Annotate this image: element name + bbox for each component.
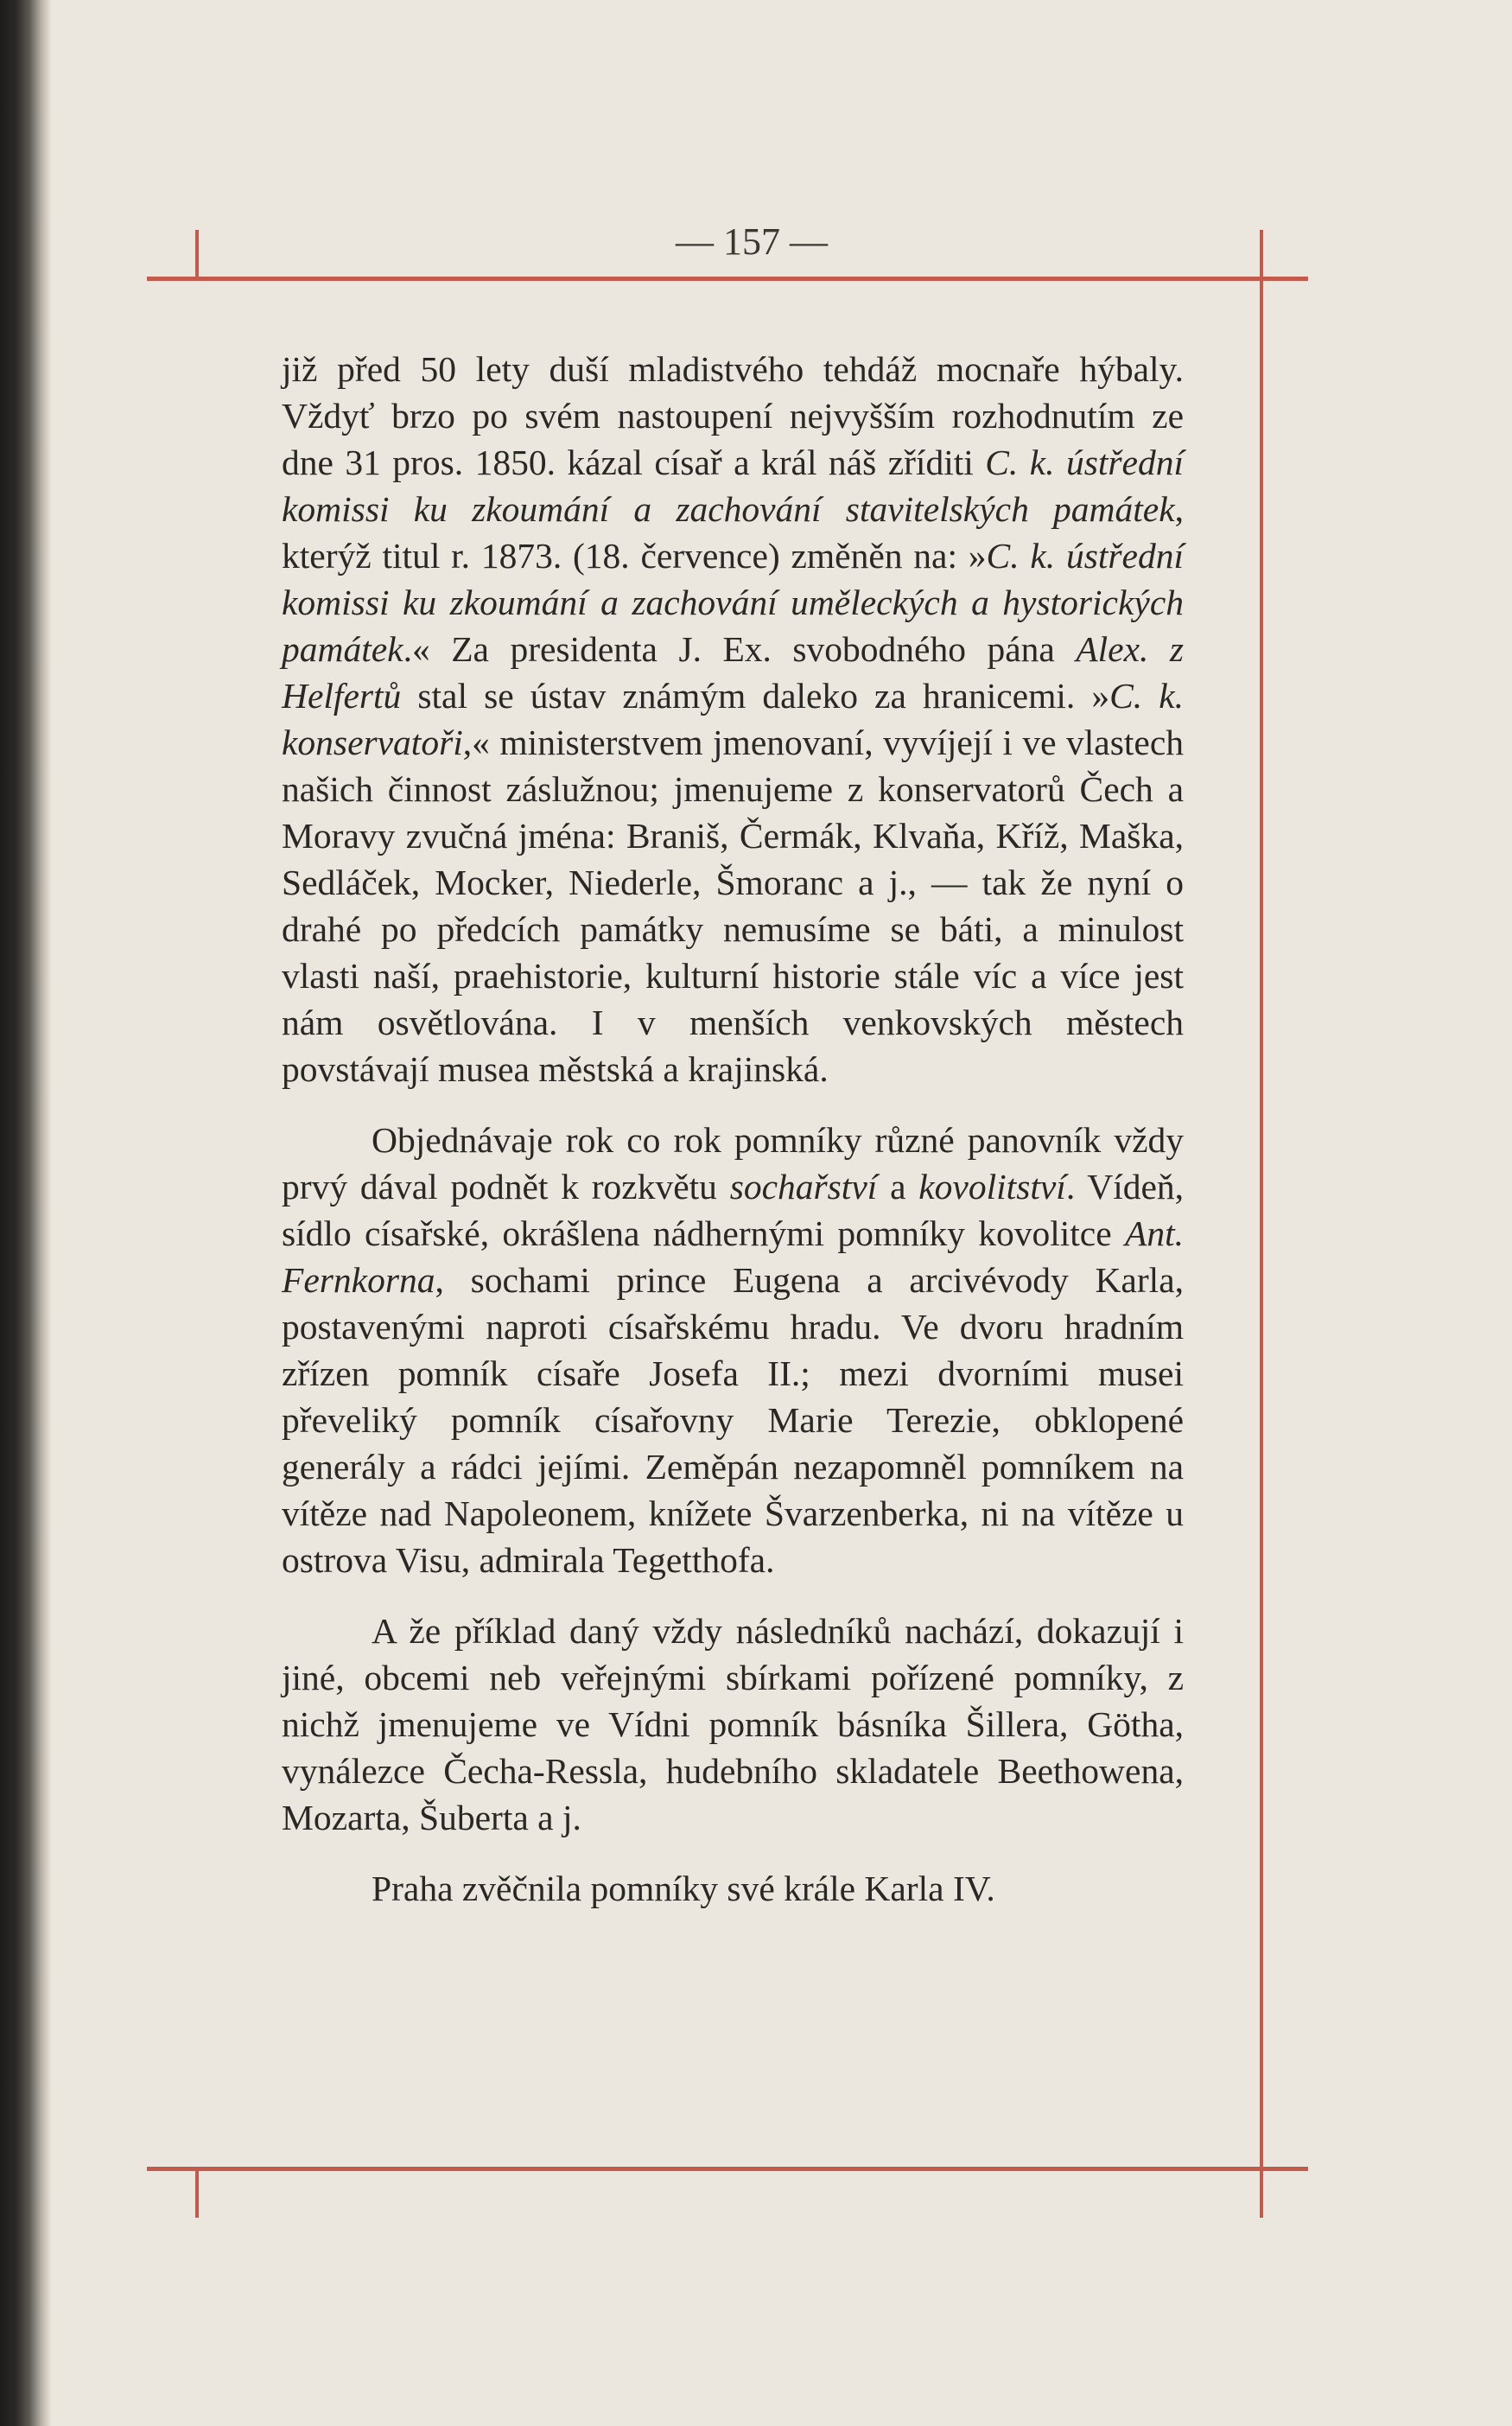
body-text [282, 346, 1184, 1936]
footer-rule [147, 2167, 1308, 2171]
paragraph-1-segment-2: C. k. ústřední komissi ku zkoumání a zachování stavitelských památek [282, 443, 1184, 529]
paragraph-2-segment-2: sochařství [729, 1167, 878, 1207]
paragraph-1-segment-1: již před 50 lety duší mladistvého tehdáž mocnaře hýbaly. Vždyť brzo po svém nastoupení nejvyšším rozhodnutím ze dne 31 pros. 1850. kázal císař a král náš zříditi [282, 349, 1184, 482]
paragraph-1-segment-8: C. k. konservatoři [282, 676, 1184, 762]
frame-right-vertical [1260, 281, 1263, 2167]
paragraph-1 [282, 346, 1184, 1092]
book-spine-shadow [0, 0, 52, 2426]
header-rule [147, 277, 1308, 281]
paragraph-2 [282, 1117, 1184, 1583]
paragraph-4 [282, 1865, 1184, 1912]
paragraph-2-segment-7: , sochami prince Eugena a arcivévody Karla, postavenými naproti císařskému hradu. Ve dvoru hradním zřízen pomník císaře Josefa II.; mezi dvorními musei převeliký pomník císařovny Marie Terezie, obklopené generály a rádci jejími. Zeměpán nezapomněl pomníkem na vítěze nad Napoleonem, knížete Švarzenberka, ni na vítěze u ostrova Visu, admirala Tegetthofa. [282, 1260, 1184, 1580]
paragraph-2-segment-5: . Vídeň, sídlo císařské, okrášlena nádhernými pomníky kovolitce [282, 1167, 1185, 1253]
paragraph-2-segment-6: Ant. Fernkorna [282, 1213, 1184, 1300]
paragraph-2-segment-1: Objednávaje rok co rok pomníky různé panovník vždy prvý dával podnět k rozkvětu [282, 1120, 1184, 1207]
paragraph-1-segment-4: C. k. ústřední komissi ku zkoumání a zachování uměleckých a hystorických památek [282, 536, 1184, 669]
page-number: — 157 — [676, 220, 828, 263]
paragraph-3-segment-1: A že příklad daný vždy následníků nachází, dokazují i jiné, obcemi neb veřejnými sbírkami pořízené pomníky, z nichž jmenujeme ve Vídni pomník básníka Šillera, Götha, vynálezce Čecha-Ressla, hudebního skladatele Beethowena, Mozarta, Šuberta a j. [282, 1611, 1184, 1837]
paragraph-1-segment-6: Alex. z Helfertů [282, 629, 1185, 716]
paragraph-2-segment-4: kovolitství [918, 1167, 1066, 1207]
paragraph-1-segment-7: stal se ústav známým daleko za hranicemi. » [401, 676, 1110, 716]
footer-tick-left [195, 2171, 199, 2218]
paragraph-1-segment-3: , kterýž titul r. 1873. (18. července) změněn na: » [282, 489, 1184, 576]
paragraph-1-segment-5: .« Za presidenta J. Ex. svobodného pána [403, 629, 1077, 669]
footer-tick-right [1260, 2171, 1263, 2218]
header-tick-left [195, 230, 199, 277]
paragraph-1-segment-9: ,« ministerstvem jmenovaní, vyvíjejí i ve vlastech našich činnost záslužnou; jmenujeme z konservatorů Čech a Moravy zvučná jména: Braniš, Čermák, Klvaňa, Kříž, Maška, Sedláček, Mocker, Niederle, Šmoranc a j., — tak že nyní o drahé po předcích památky nemusíme se báti, a minulost vlasti naší, praehistorie, kulturní historie stále víc a více jest nám osvětlována. I v menších venkovských městech povstávají musea městská a krajinská. [282, 723, 1184, 1089]
paragraph-4-segment-1: Praha zvěčnila pomníky své krále Karla IV. [372, 1869, 995, 1908]
paragraph-2-segment-3: a [877, 1167, 919, 1207]
paragraph-3 [282, 1608, 1184, 1841]
header-tick-right [1260, 230, 1263, 277]
